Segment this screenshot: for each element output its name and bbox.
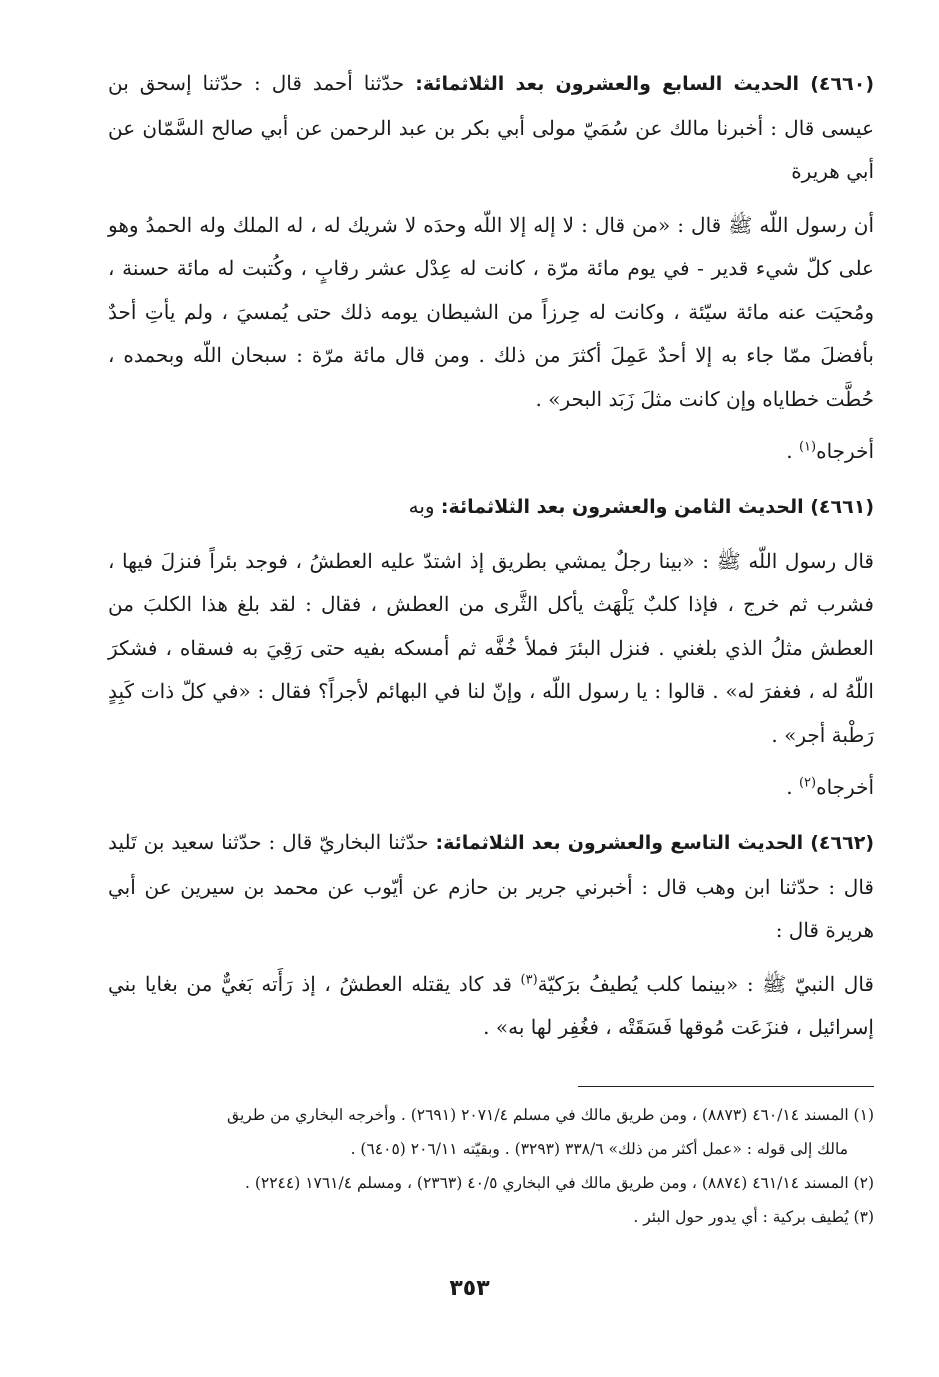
hadith-4662-matn-end: قد كاد يقتله العطشُ ، إذ رَأَته بَغيٌّ من بغايا بني إسرائيل ، فنزَعَت مُوقها فَسَقَتْه ، فغُفِر لها به» . bbox=[108, 971, 874, 1039]
citation-end: . bbox=[786, 439, 799, 463]
hadith-4662-heading: (٤٦٦٢) الحديث التاسع والعشرون بعد الثلاثمائة: bbox=[435, 832, 874, 854]
hadith-4660-isnad-text: حدّثنا أحمد قال : حدّثنا إسحق بن عيسى قال : أخبرنا مالك عن سُمَيّ مولى أبي بكر بن عبد الرحمن عن أبي صالح السَّمّان عن أبي هريرة bbox=[108, 71, 874, 183]
hadith-4662-isnad bbox=[108, 821, 874, 953]
hadith-4660-citation bbox=[108, 431, 874, 471]
footnote-ref-1[interactable]: (١) bbox=[798, 439, 817, 455]
footnote-divider bbox=[578, 1086, 874, 1087]
hadith-4661-citation bbox=[108, 767, 874, 807]
hadith-4661-isnad-text: وبه bbox=[408, 494, 441, 518]
citation-text: أخرجاه bbox=[816, 439, 874, 463]
footnote-ref-3[interactable]: (٣) bbox=[520, 971, 538, 987]
footnote-3: (٣) يُطيف بركية : أي يدور حول البئر . bbox=[633, 1208, 874, 1226]
footnote-2: (٢) المسند ٤٦١/١٤ (٨٨٧٤) ، ومن طريق مالك في البخاري ٤٠/٥ (٢٣٦٣) ، ومسلم ١٧٦١/٤ (٢٢٤٤) . bbox=[244, 1174, 874, 1192]
hadith-4660-heading: (٤٦٦٠) الحديث السابع والعشرون بعد الثلاثمائة: bbox=[415, 73, 874, 95]
hadith-4661-heading: (٤٦٦١) الحديث الثامن والعشرون بعد الثلاثمائة: bbox=[440, 496, 874, 518]
hadith-4661-matn: قال رسول اللّه ﷺ : «بينا رجلٌ يمشي بطريق إذ اشتدّ عليه العطشُ ، فوجد بئراً فنزلَ فيها ، فشرب ثم خرج ، فإذا كلبٌ يَلْهَث يأكل الثَّرى من العطش ، فقال : لقد بلغ هذا الكلبَ من العطش مثلُ الذي بلغني . فنزل البئرَ فملأ خُفَّه ثم أمسكه بفيه حتى رَقِيَ به فسقاه ، فشكرَ اللّهُ له ، فغفرَ له» . قالوا : يا رسول اللّه ، وإنّ لنا في البهائم لأجراً؟ فقال : «في كلّ ذات كَبِدٍ رَطْبة أجر» . bbox=[108, 548, 874, 747]
hadith-4662-matn bbox=[108, 963, 874, 1050]
hadith-4660-matn: أن رسول اللّه ﷺ قال : «من قال : لا إله إلا اللّه وحدَه لا شريك له ، له الملك وله الحمدُ وهو على كلّ شيء قدير - في يوم مائة مرّة ، كانت له عِدْل عشر رقابٍ ، وكُتبت له مائة حسنة ، ومُحيَت عنه مائة سيّئة ، وكانت له حِرزاً من الشيطان يومه ذلك حتى يُمسيَ ، ولم يأتِ أحدٌ بأفضلَ ممّا جاء به إلا أحدٌ عَمِلَ أكثرَ من ذلك . ومن قال مائة مرّة : سبحان اللّه وبحمده ، حُطَّت خطاياه وإن كانت مثلَ زَبَد البحر» . bbox=[108, 212, 874, 411]
hadith-4660-isnad bbox=[108, 62, 874, 194]
footnote-1-line-1: (١) المسند ٤٦٠/١٤ (٨٨٧٣) ، ومن طريق مالك في مسلم ٢٠٧١/٤ (٢٦٩١) . وأخرجه البخاري من طريق bbox=[227, 1106, 874, 1124]
footnotes bbox=[108, 1098, 874, 1234]
footnote-1-line-2: مالك إلى قوله : «عمل أكثر من ذلك» ٣٣٨/٦ (٣٢٩٣) . وبقيّته ٢٠٦/١١ (٦٤٠٥) . bbox=[350, 1140, 848, 1158]
page-number: ٣٥٣ bbox=[449, 1276, 490, 1301]
citation-text: أخرجاه bbox=[816, 775, 874, 799]
hadith-4662-matn-start: قال النبيّ ﷺ : «بينما كلب يُطيفُ برَكيّة bbox=[537, 971, 874, 996]
main-text bbox=[108, 62, 874, 1060]
hadith-4661-isnad bbox=[108, 485, 874, 530]
footnote-ref-2[interactable]: (٢) bbox=[798, 775, 817, 791]
hadith-4662-isnad-text: حدّثنا البخاريّ قال : حدّثنا سعيد بن تَليد قال : حدّثنا ابن وهب قال : أخبرني جرير بن حازم عن أيّوب عن محمد بن سيرين عن أبي هريرة قال : bbox=[108, 830, 874, 942]
citation-end: . bbox=[786, 775, 799, 799]
